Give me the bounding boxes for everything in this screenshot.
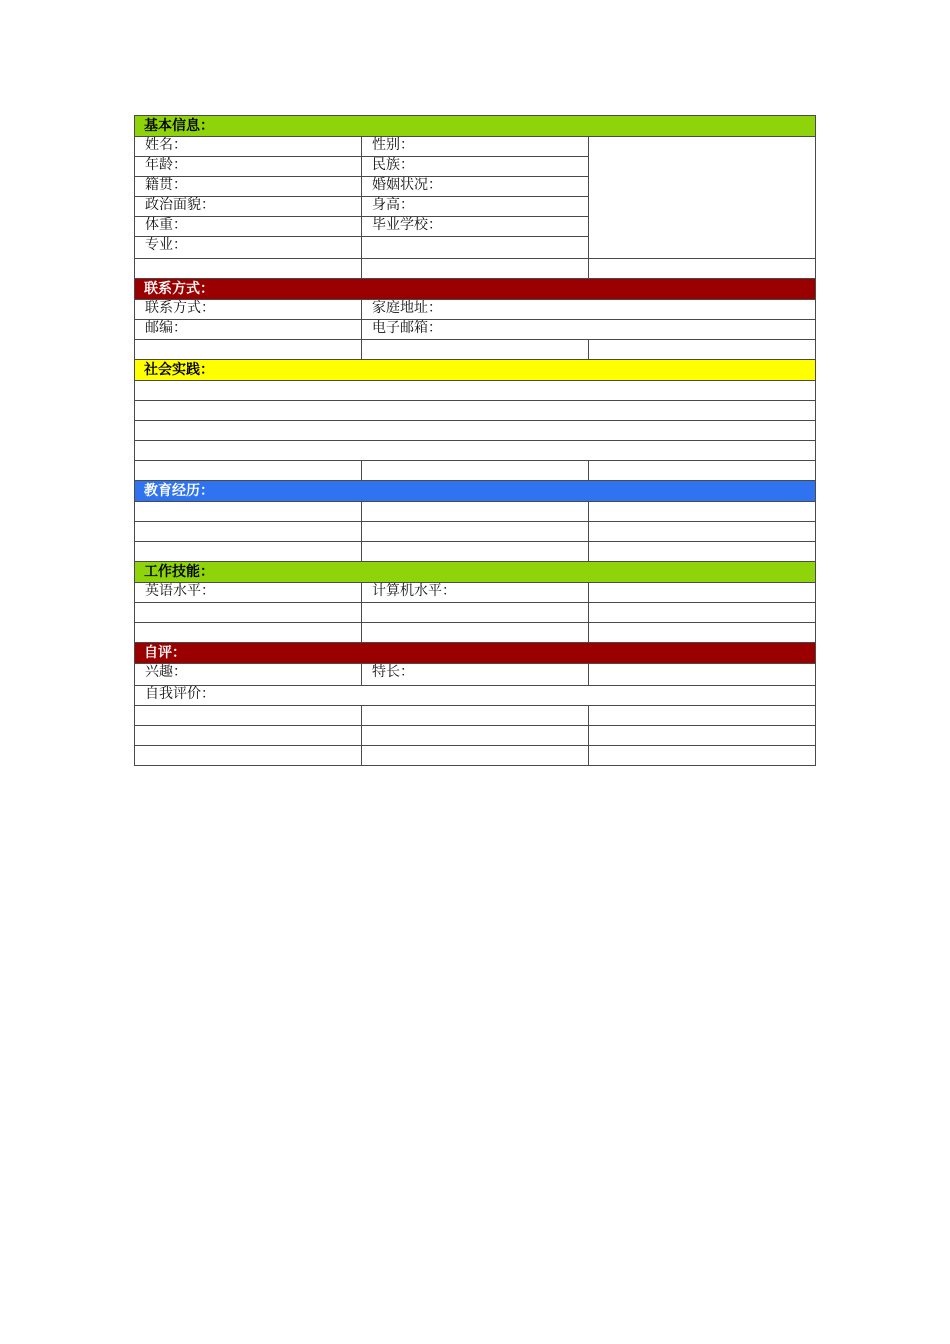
postcode-label: 邮编：: [135, 320, 362, 340]
spacer-row: [135, 340, 816, 360]
interests-label: 兴趣：: [135, 664, 362, 686]
age-label: 年龄：: [135, 157, 362, 177]
self-evaluation-label: 自我评价：: [135, 686, 816, 706]
political-status-label: 政治面貌：: [135, 197, 362, 217]
practice-row: [135, 381, 816, 401]
email-label: 电子邮箱：: [362, 320, 816, 340]
photo-area: [589, 137, 816, 259]
address-label: 家庭地址：: [362, 300, 816, 320]
section-header-skills: [135, 562, 816, 583]
major-label: 专业：: [135, 237, 362, 259]
ethnicity-label: 民族：: [362, 157, 589, 177]
skills-row: [135, 623, 816, 643]
self-row: [135, 726, 816, 746]
practice-row: [135, 401, 816, 421]
school-label: 毕业学校：: [362, 217, 589, 237]
skills-header-label: 工作技能：: [135, 562, 816, 583]
section-header-education: [135, 481, 816, 502]
weight-label: 体重：: [135, 217, 362, 237]
spacer-row: [135, 461, 816, 481]
education-row: [135, 502, 816, 522]
section-header-basic: [135, 116, 816, 137]
resume-form-table: [134, 115, 816, 766]
self-row: [135, 746, 816, 766]
section-header-self: [135, 643, 816, 664]
height-label: 身高：: [362, 197, 589, 217]
practice-header-label: 社会实践：: [135, 360, 816, 381]
education-header-label: 教育经历：: [135, 481, 816, 502]
name-label: 姓名：: [135, 137, 362, 157]
practice-row: [135, 421, 816, 441]
marital-status-label: 婚姻状况：: [362, 177, 589, 197]
spacer-row: [135, 259, 816, 279]
gender-label: 性别：: [362, 137, 589, 157]
computer-level-label: 计算机水平：: [362, 583, 589, 603]
self-header-label: 自评：: [135, 643, 816, 664]
english-level-label: 英语水平：: [135, 583, 362, 603]
self-row: [135, 706, 816, 726]
education-row: [135, 522, 816, 542]
section-header-contact: [135, 279, 816, 300]
phone-label: 联系方式：: [135, 300, 362, 320]
blank-cell: [362, 237, 589, 259]
education-row: [135, 542, 816, 562]
section-header-practice: [135, 360, 816, 381]
native-place-label: 籍贯：: [135, 177, 362, 197]
skills-row: [135, 603, 816, 623]
basic-header-label: 基本信息：: [135, 116, 816, 137]
practice-row: [135, 441, 816, 461]
specialty-label: 特长：: [362, 664, 589, 686]
contact-header-label: 联系方式：: [135, 279, 816, 300]
